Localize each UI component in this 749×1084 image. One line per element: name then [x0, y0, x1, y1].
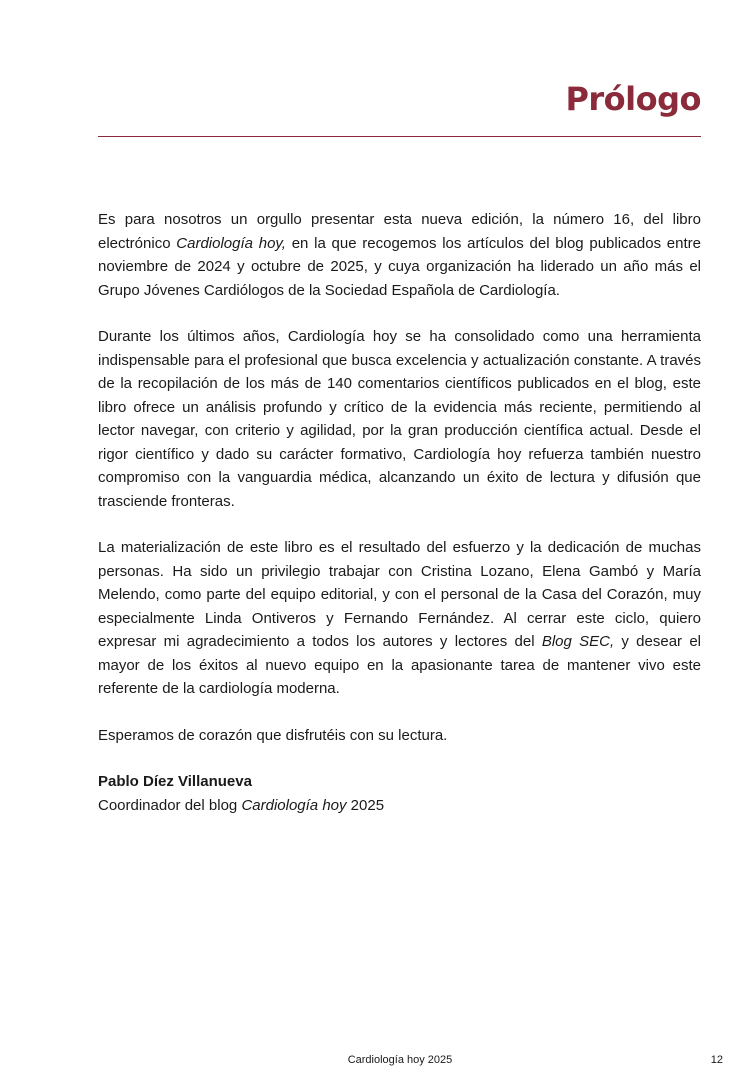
prologue-body: [98, 208, 701, 817]
signature-block: [98, 770, 701, 817]
paragraph-text: Es para nosotros un orgullo presentar esta nueva edición, la número 16, del libro electrónico: [98, 211, 701, 252]
paragraph-italic-text: Blog SEC,: [541, 633, 615, 650]
paragraph: [98, 325, 701, 513]
page-number: 12: [710, 1054, 723, 1066]
author-role-suffix: 2025: [346, 796, 385, 814]
paragraph-text: La materialización de este libro es el resultado del esfuerzo y la dedicación de muchas personas. Ha sido un privilegio trabajar con Cristina Lozano, Elena Gambó y María Melendo, como parte del equipo editorial, y con el personal de la Casa del Corazón, muy especialmente Linda Ontiveros y Fernando Fernández. Al cerrar este ciclo, quiero expresar mi agradecimiento a todos los autores y lectores del: [98, 539, 701, 650]
title-divider: [98, 136, 701, 137]
paragraph-text: en la que recogemos los artículos del blog publicados entre noviembre de 2024 y octubre de 2025, y cuya organización ha liderado un año más el Grupo Jóvenes Cardiólogos de la Sociedad Española de Cardiología.: [98, 234, 701, 299]
footer-running-title: Cardiología hoy 2025: [347, 1054, 453, 1066]
author-role-blog: Cardiología hoy: [241, 796, 347, 814]
author-role: [98, 794, 701, 818]
author-role-prefix: Coordinador del blog: [98, 796, 242, 814]
paragraph-text: y desear el mayor de los éxitos al nuevo equipo en la apasionante tarea de mantener vivo este referente de la cardiología moderna.: [98, 633, 701, 697]
author-name: Pablo Díez Villanueva: [98, 773, 252, 790]
paragraph-text: Esperamos de corazón que disfrutéis con su lectura.: [98, 726, 448, 744]
paragraph: [98, 208, 701, 302]
paragraph-list: [98, 208, 701, 747]
page-title: Prólogo: [565, 80, 701, 118]
paragraph: [98, 724, 701, 748]
paragraph: [98, 536, 701, 701]
paragraph-text: Durante los últimos años, Cardiología hoy se ha consolidado como una herramienta indispensable para el profesional que busca excelencia y actualización constante. A través de la recopilación de los más de 140 comentarios científicos publicados en el blog, este libro ofrece un análisis profundo y crítico de la evidencia más reciente, permitiendo al lector navegar, con criterio y agilidad, por la gran producción científica actual. Desde el rigor científico y dado su carácter formativo, Cardiología hoy refuerza también nuestro compromiso con la vanguardia médica, alcanzando un éxito de lectura y difusión que trasciende fronteras.: [98, 328, 701, 510]
paragraph-italic-text: Cardiología hoy,: [176, 234, 286, 252]
